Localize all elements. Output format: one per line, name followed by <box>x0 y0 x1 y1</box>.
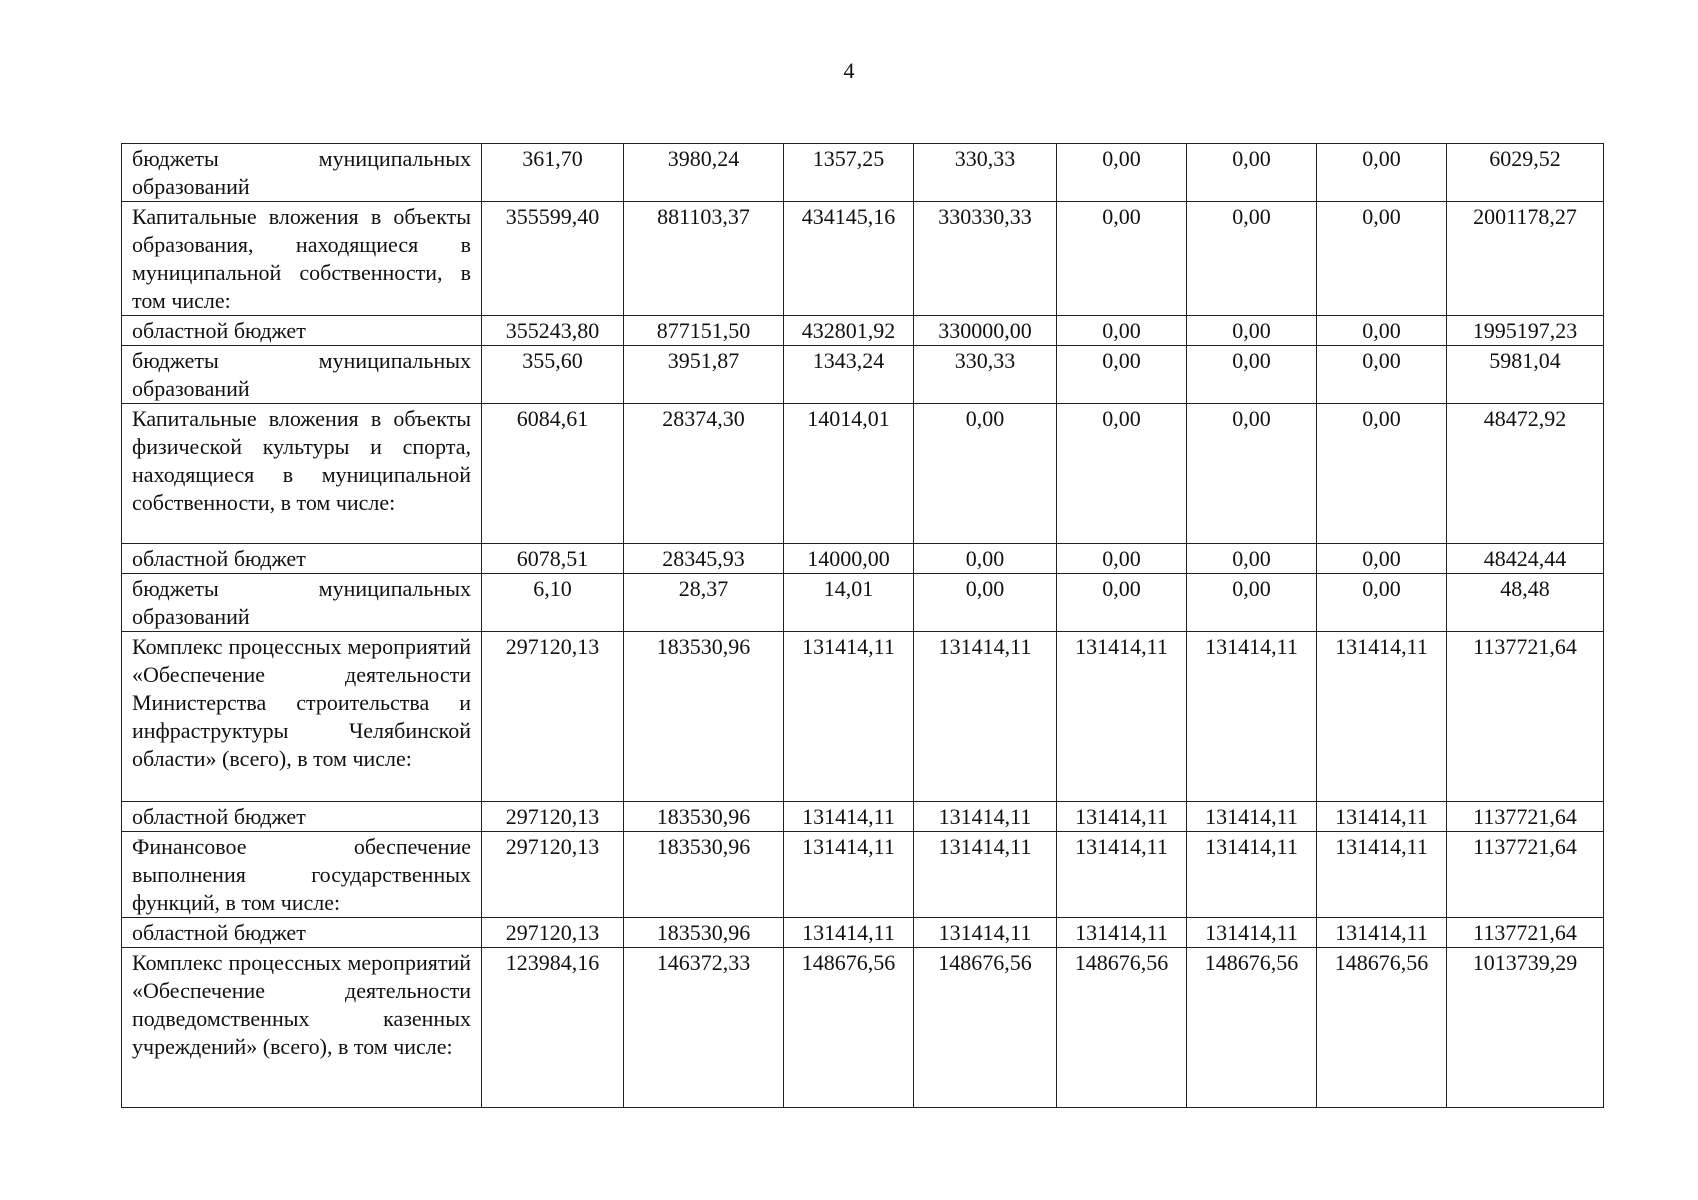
value-cell: 0,00 <box>1187 144 1317 202</box>
row-label: Финансовое обеспечение выполнения государственных функций, в том числе: <box>122 832 482 918</box>
value-cell: 6029,52 <box>1447 144 1604 202</box>
value-cell: 0,00 <box>1187 574 1317 632</box>
value-cell: 877151,50 <box>624 316 784 346</box>
value-cell: 6078,51 <box>482 544 624 574</box>
value-cell: 131414,11 <box>1317 802 1447 832</box>
value-cell: 131414,11 <box>914 632 1057 802</box>
value-cell: 123984,16 <box>482 948 624 1108</box>
value-cell: 131414,11 <box>1057 632 1187 802</box>
value-cell: 0,00 <box>1187 316 1317 346</box>
value-cell: 131414,11 <box>914 802 1057 832</box>
value-cell: 0,00 <box>1187 202 1317 316</box>
value-cell: 0,00 <box>1057 144 1187 202</box>
value-cell: 6,10 <box>482 574 624 632</box>
value-cell: 330,33 <box>914 346 1057 404</box>
row-label: областной бюджет <box>122 918 482 948</box>
value-cell: 0,00 <box>1057 202 1187 316</box>
value-cell: 0,00 <box>1317 144 1447 202</box>
value-cell: 148676,56 <box>914 948 1057 1108</box>
value-cell: 1357,25 <box>784 144 914 202</box>
page-number: 4 <box>843 58 855 83</box>
value-cell: 0,00 <box>1317 404 1447 544</box>
value-cell: 5981,04 <box>1447 346 1604 404</box>
value-cell: 361,70 <box>482 144 624 202</box>
table-body <box>122 144 1604 1108</box>
value-cell: 1013739,29 <box>1447 948 1604 1108</box>
table-row <box>122 346 1604 404</box>
row-label: Комплекс процессных мероприятий «Обеспечение деятельности Министерства строительства и инфраструктуры Челябинской области» (всего), в том числе: <box>122 632 482 802</box>
value-cell: 3980,24 <box>624 144 784 202</box>
value-cell: 0,00 <box>914 544 1057 574</box>
value-cell: 432801,92 <box>784 316 914 346</box>
value-cell: 0,00 <box>1317 316 1447 346</box>
value-cell: 148676,56 <box>1187 948 1317 1108</box>
table-row <box>122 404 1604 544</box>
value-cell: 1137721,64 <box>1447 802 1604 832</box>
table-row <box>122 632 1604 802</box>
table-row <box>122 948 1604 1108</box>
row-label: областной бюджет <box>122 316 482 346</box>
value-cell: 28345,93 <box>624 544 784 574</box>
value-cell: 131414,11 <box>1187 918 1317 948</box>
value-cell: 0,00 <box>1317 574 1447 632</box>
value-cell: 48472,92 <box>1447 404 1604 544</box>
value-cell: 0,00 <box>1057 404 1187 544</box>
value-cell: 0,00 <box>1187 404 1317 544</box>
value-cell: 0,00 <box>1057 544 1187 574</box>
table-row <box>122 544 1604 574</box>
table-row <box>122 574 1604 632</box>
value-cell: 131414,11 <box>914 918 1057 948</box>
value-cell: 1137721,64 <box>1447 632 1604 802</box>
row-label: бюджеты муниципальных образований <box>122 144 482 202</box>
row-label: областной бюджет <box>122 544 482 574</box>
value-cell: 148676,56 <box>784 948 914 1108</box>
value-cell: 297120,13 <box>482 918 624 948</box>
table-row <box>122 802 1604 832</box>
value-cell: 2001178,27 <box>1447 202 1604 316</box>
row-label: областной бюджет <box>122 802 482 832</box>
table-row <box>122 918 1604 948</box>
value-cell: 1137721,64 <box>1447 918 1604 948</box>
value-cell: 881103,37 <box>624 202 784 316</box>
table-row <box>122 316 1604 346</box>
value-cell: 0,00 <box>1317 544 1447 574</box>
value-cell: 28,37 <box>624 574 784 632</box>
value-cell: 131414,11 <box>1317 832 1447 918</box>
value-cell: 0,00 <box>1317 346 1447 404</box>
value-cell: 0,00 <box>1317 202 1447 316</box>
value-cell: 3951,87 <box>624 346 784 404</box>
value-cell: 6084,61 <box>482 404 624 544</box>
value-cell: 131414,11 <box>1317 918 1447 948</box>
budget-table <box>121 143 1604 1108</box>
value-cell: 0,00 <box>914 404 1057 544</box>
value-cell: 131414,11 <box>784 832 914 918</box>
value-cell: 131414,11 <box>1187 632 1317 802</box>
value-cell: 28374,30 <box>624 404 784 544</box>
value-cell: 297120,13 <box>482 632 624 802</box>
value-cell: 0,00 <box>1057 346 1187 404</box>
value-cell: 131414,11 <box>784 632 914 802</box>
row-label: бюджеты муниципальных образований <box>122 346 482 404</box>
table-row <box>122 144 1604 202</box>
row-label: бюджеты муниципальных образований <box>122 574 482 632</box>
value-cell: 131414,11 <box>1057 832 1187 918</box>
value-cell: 0,00 <box>1057 574 1187 632</box>
value-cell: 183530,96 <box>624 918 784 948</box>
row-label: Капитальные вложения в объекты физической культуры и спорта, находящиеся в муниципальной собственности, в том числе: <box>122 404 482 544</box>
value-cell: 131414,11 <box>784 802 914 832</box>
value-cell: 131414,11 <box>1057 918 1187 948</box>
value-cell: 48,48 <box>1447 574 1604 632</box>
value-cell: 355599,40 <box>482 202 624 316</box>
value-cell: 330,33 <box>914 144 1057 202</box>
table-row <box>122 202 1604 316</box>
value-cell: 0,00 <box>914 574 1057 632</box>
value-cell: 148676,56 <box>1057 948 1187 1108</box>
value-cell: 183530,96 <box>624 832 784 918</box>
value-cell: 297120,13 <box>482 832 624 918</box>
value-cell: 0,00 <box>1057 316 1187 346</box>
value-cell: 183530,96 <box>624 802 784 832</box>
value-cell: 148676,56 <box>1317 948 1447 1108</box>
row-label: Комплекс процессных мероприятий «Обеспечение деятельности подведомственных казенных учреждений» (всего), в том числе: <box>122 948 482 1108</box>
value-cell: 330330,33 <box>914 202 1057 316</box>
value-cell: 131414,11 <box>1187 802 1317 832</box>
value-cell: 183530,96 <box>624 632 784 802</box>
value-cell: 131414,11 <box>784 918 914 948</box>
value-cell: 131414,11 <box>914 832 1057 918</box>
value-cell: 1137721,64 <box>1447 832 1604 918</box>
value-cell: 355243,80 <box>482 316 624 346</box>
value-cell: 14014,01 <box>784 404 914 544</box>
value-cell: 146372,33 <box>624 948 784 1108</box>
row-label: Капитальные вложения в объекты образования, находящиеся в муниципальной собственности, в том числе: <box>122 202 482 316</box>
value-cell: 0,00 <box>1187 346 1317 404</box>
value-cell: 0,00 <box>1187 544 1317 574</box>
value-cell: 1995197,23 <box>1447 316 1604 346</box>
table-row <box>122 832 1604 918</box>
value-cell: 131414,11 <box>1317 632 1447 802</box>
value-cell: 1343,24 <box>784 346 914 404</box>
value-cell: 434145,16 <box>784 202 914 316</box>
value-cell: 330000,00 <box>914 316 1057 346</box>
value-cell: 355,60 <box>482 346 624 404</box>
value-cell: 131414,11 <box>1187 832 1317 918</box>
value-cell: 297120,13 <box>482 802 624 832</box>
value-cell: 48424,44 <box>1447 544 1604 574</box>
value-cell: 14,01 <box>784 574 914 632</box>
value-cell: 131414,11 <box>1057 802 1187 832</box>
value-cell: 14000,00 <box>784 544 914 574</box>
